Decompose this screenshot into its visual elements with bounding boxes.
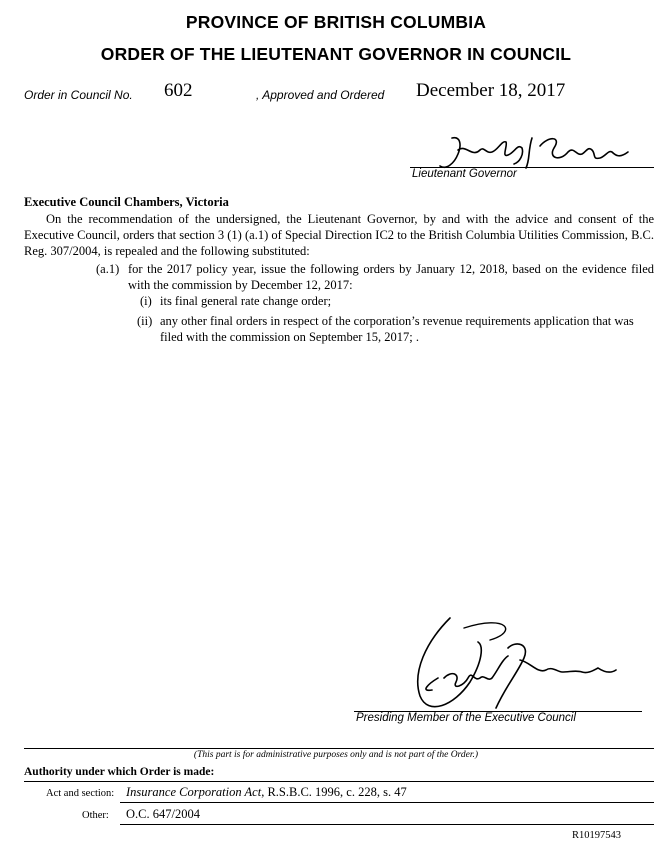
authority-divider [24, 781, 654, 782]
order-number: 602 [164, 80, 193, 101]
other-value: O.C. 647/2004 [126, 807, 200, 821]
other-label: Other: [82, 810, 109, 821]
order-number-label: Order in Council No. [24, 88, 133, 102]
admin-note: (This part is for administrative purposes only and is not part of the Order.) [193, 750, 479, 760]
presiding-member-label: Presiding Member of the Executive Council [356, 712, 576, 724]
clause-i-text: its final general rate change order; [160, 294, 332, 308]
intro-paragraph: On the recommendation of the undersigned, the Lieutenant Governor, by and with the advice and consent of the Executive Council, orders that section 3 (1) (a.1) of Special Direction IC2 to the British Columbia Utilities Commission, B.C. Reg. 307/2004, is repealed and the following substituted: [24, 212, 654, 258]
act-section-label: Act and section: [46, 788, 115, 799]
clause-a1-number: (a.1) [96, 262, 120, 276]
order-date: December 18, 2017 [416, 80, 566, 101]
province-heading: PROVINCE OF BRITISH COLUMBIA [185, 12, 487, 32]
presiding-member-signature [398, 612, 630, 722]
act-section-underline [120, 802, 654, 803]
approved-label: , Approved and Ordered [256, 88, 385, 102]
clause-ii-number: (ii) [137, 314, 153, 328]
chambers-heading: Executive Council Chambers, Victoria [24, 195, 229, 209]
order-heading: ORDER OF THE LIEUTENANT GOVERNOR IN COUNCIL [100, 44, 572, 64]
admin-divider [24, 748, 654, 749]
clause-ii-text: any other final orders in respect of the corporation’s revenue requirements application that was filed with the commission on September 15, 2017; . [160, 314, 634, 344]
authority-heading: Authority under which Order is made: [24, 766, 215, 778]
document-id: R10197543 [572, 830, 622, 841]
clause-a1-text: for the 2017 policy year, issue the following orders by January 12, 2018, based on the evidence filed with the commission by December 12, 2017: [128, 262, 654, 292]
act-citation: , R.S.B.C. 1996, c. 228, s. 47 [261, 785, 407, 799]
clause-i-number: (i) [140, 294, 152, 308]
lieutenant-governor-label: Lieutenant Governor [412, 168, 517, 180]
act-name: Insurance Corporation Act [126, 785, 262, 799]
other-underline [120, 824, 654, 825]
act-section-value [126, 785, 407, 800]
